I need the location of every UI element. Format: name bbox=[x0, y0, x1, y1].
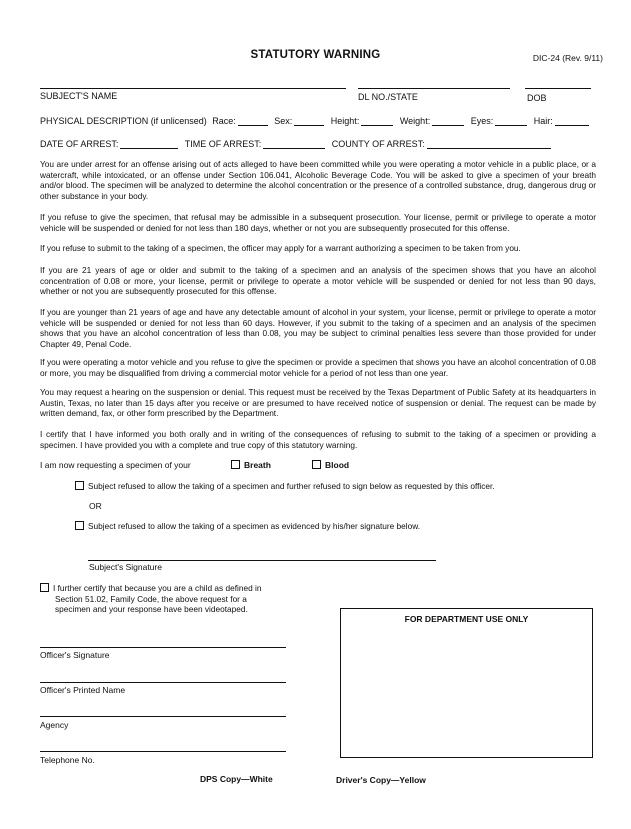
warning-paragraph-3: If you refuse to submit to the taking of a specimen, the officer may apply for a warrant authorizing a specimen to be taken from you. bbox=[40, 243, 521, 253]
arrest-info-row bbox=[40, 139, 555, 149]
specimen-request-label: I am now requesting a specimen of your bbox=[40, 460, 191, 470]
subject-signature-line[interactable] bbox=[88, 560, 436, 561]
hair-label: Hair: bbox=[533, 116, 553, 126]
dps-copy-label: DPS Copy—White bbox=[200, 774, 273, 784]
county-of-arrest-field[interactable] bbox=[427, 139, 551, 149]
time-of-arrest-field[interactable] bbox=[263, 139, 325, 149]
physical-description-label: PHYSICAL DESCRIPTION (if unlicensed) bbox=[40, 116, 207, 126]
department-use-box bbox=[340, 608, 593, 758]
child-certification-checkbox[interactable] bbox=[40, 583, 49, 592]
sex-label: Sex: bbox=[274, 116, 293, 126]
child-certification[interactable] bbox=[40, 583, 261, 615]
dl-state-line[interactable] bbox=[358, 88, 510, 89]
breath-label: Breath bbox=[244, 460, 271, 470]
agency-label: Agency bbox=[40, 720, 69, 730]
refusal-1-checkbox[interactable] bbox=[75, 481, 84, 490]
refusal-option-1[interactable] bbox=[75, 481, 495, 491]
county-of-arrest-label: COUNTY OF ARREST: bbox=[331, 139, 425, 149]
subject-name-line[interactable] bbox=[40, 88, 346, 89]
blood-label: Blood bbox=[325, 460, 350, 470]
agency-line[interactable] bbox=[40, 716, 286, 717]
warning-paragraph-2: If you refuse to give the specimen, that refusal may be admissible in a subsequent prosecution. Your license, permit or privilege to operate a motor vehicle will be suspended or denied for not less than 180 days, whether or not you are subsequently prosecuted for this offense. bbox=[40, 212, 596, 233]
warning-paragraph-6: If you were operating a motor vehicle and you refuse to give the specimen or provide a specimen that shows you have an alcohol concentration of 0.08 or more, you may be disqualified from driving a commercial motor vehicle for a period of not less than one year. bbox=[40, 357, 596, 378]
driver-copy-label: Driver's Copy—Yellow bbox=[336, 775, 426, 785]
blood-checkbox[interactable] bbox=[312, 460, 321, 469]
blood-option[interactable] bbox=[312, 460, 349, 470]
time-of-arrest-label: TIME OF ARREST: bbox=[184, 139, 262, 149]
warning-paragraph-5: If you are younger than 21 years of age and have any detectable amount of alcohol in your system, your license, permit or privilege to operate a motor vehicle will be suspended or denied for not less than 60 days. However, if you submit to the taking of a specimen and an analysis of the specimen shows that you have an alcohol concentration of less than 0.08, you may be subject to criminal penalties less severe than those provided for under Chapter 49, Penal Code. bbox=[40, 307, 596, 349]
eyes-field[interactable] bbox=[495, 116, 527, 126]
weight-field[interactable] bbox=[432, 116, 464, 126]
dl-state-label: DL NO./STATE bbox=[358, 92, 418, 102]
warning-paragraph-7: You may request a hearing on the suspension or denial. This request must be received by the Texas Department of Public Safety at its headquarters in Austin, Texas, no later than 15 days after you receive or are presumed to have received notice of suspension or denial. The request can be made by written demand, fax, or other form prescribed by the Department. bbox=[40, 387, 596, 419]
form-number: DIC-24 (Rev. 9/11) bbox=[532, 53, 603, 63]
telephone-label: Telephone No. bbox=[40, 755, 95, 765]
breath-checkbox[interactable] bbox=[231, 460, 240, 469]
refusal-option-2[interactable] bbox=[75, 521, 420, 531]
refusal-2-checkbox[interactable] bbox=[75, 521, 84, 530]
breath-option[interactable] bbox=[231, 460, 271, 470]
telephone-line[interactable] bbox=[40, 751, 286, 752]
dob-label: DOB bbox=[527, 93, 547, 103]
weight-label: Weight: bbox=[399, 116, 431, 126]
dob-line[interactable] bbox=[525, 88, 591, 89]
eyes-label: Eyes: bbox=[470, 116, 494, 126]
refusal-2-label: Subject refused to allow the taking of a specimen as evidenced by his/her signature below. bbox=[88, 521, 421, 531]
race-label: Race: bbox=[212, 116, 236, 126]
officer-printed-name-line[interactable] bbox=[40, 682, 286, 683]
physical-description-row bbox=[40, 116, 593, 126]
height-field[interactable] bbox=[361, 116, 393, 126]
height-label: Height: bbox=[330, 116, 360, 126]
race-field[interactable] bbox=[238, 116, 268, 126]
form-title: STATUTORY WARNING bbox=[250, 49, 381, 61]
or-label: OR bbox=[89, 501, 102, 511]
refusal-1-label: Subject refused to allow the taking of a specimen and further refused to sign below as requested by this officer. bbox=[88, 481, 495, 491]
subject-name-label: SUBJECT'S NAME bbox=[40, 91, 118, 101]
officer-signature-line[interactable] bbox=[40, 647, 286, 648]
child-cert-line-1: I further certify that because you are a child as defined in bbox=[53, 583, 262, 593]
officer-printed-name-label: Officer's Printed Name bbox=[40, 685, 126, 695]
subject-signature-label: Subject's Signature bbox=[89, 562, 162, 572]
child-cert-line-2: Section 51.02, Family Code, the above request for a bbox=[55, 593, 247, 604]
officer-signature-label: Officer's Signature bbox=[40, 650, 110, 660]
warning-paragraph-1: You are under arrest for an offense arising out of acts alleged to have been committed while you were operating a motor vehicle in a public place, or a watercraft, while intoxicated, or an offense under Section 106.041, Alcoholic Beverage Code. You will be asked to give a specimen of your breath and/or blood. The specimen will be analyzed to determine the alcohol concentration or the presence of a controlled substance, drug, dangerous drug or other substance in your body. bbox=[40, 159, 596, 201]
date-of-arrest-label: DATE OF ARREST: bbox=[40, 139, 119, 149]
department-use-title: FOR DEPARTMENT USE ONLY bbox=[404, 614, 529, 624]
child-cert-line-3: specimen and your response have been videotaped. bbox=[55, 604, 248, 615]
date-of-arrest-field[interactable] bbox=[120, 139, 178, 149]
warning-paragraph-4: If you are 21 years of age or older and submit to the taking of a specimen and an analysis of the specimen shows that you have an alcohol concentration of 0.08 or more, your license, permit or privilege to operate a motor vehicle will be suspended or denied for not less than 90 days, whether or not you are subsequently prosecuted for this offense. bbox=[40, 265, 596, 297]
certification-paragraph: I certify that I have informed you both orally and in writing of the consequences of refusing to submit to the taking of a specimen or providing a specimen. I have provided you with a complete and true copy of this statutory warning. bbox=[40, 429, 596, 450]
hair-field[interactable] bbox=[555, 116, 589, 126]
sex-field[interactable] bbox=[294, 116, 324, 126]
